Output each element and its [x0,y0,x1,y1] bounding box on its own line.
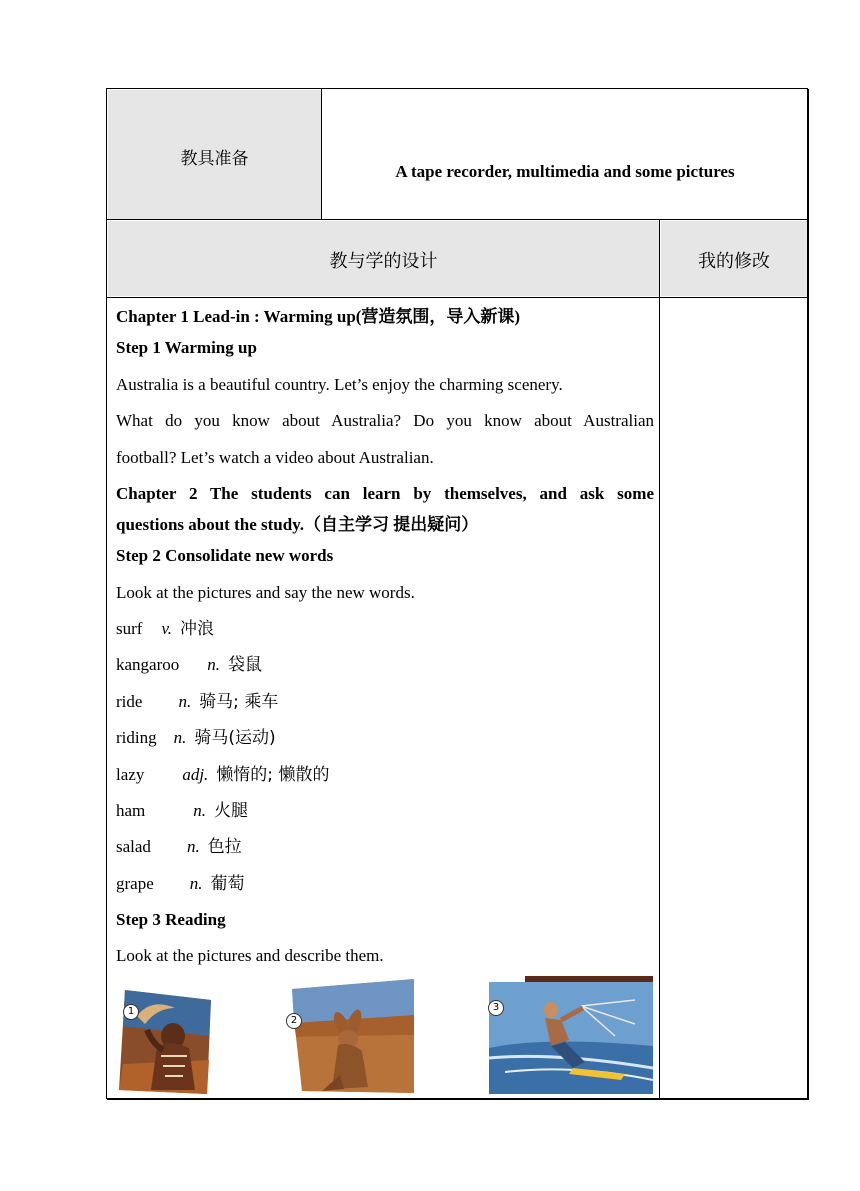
grid-line [659,220,660,1098]
vocab-meaning: 懒惰的; 懒散的 [216,765,330,785]
picture-number: 3 [488,1000,504,1016]
vocab-meaning: 火腿 [214,801,249,821]
vocab-pos: n. [193,801,207,820]
design-header: 教与学的设计 [329,251,438,272]
vocab-word: lazy [116,765,145,784]
step-1-heading: Step 1 Warming up [116,338,257,357]
step-1-question-line-2: football? Let’s watch a video about Australian. [116,448,434,467]
vocab-item [116,618,214,640]
vocab-pos: n. [189,874,203,893]
vocab-word: salad [116,837,151,856]
vocab-word: ride [116,692,143,711]
picture-3-surfer [485,976,653,1094]
vocab-pos: v. [161,619,172,638]
vocab-meaning: 袋鼠 [228,655,263,675]
chapter-1-heading: Chapter 1 Lead-in : Warming up(营造氛围，导入新课) [116,307,521,326]
step-3-text: Look at the pictures and describe them. [116,946,384,965]
vocab-word: riding [116,728,157,747]
picture-2-kangaroo [282,979,416,1094]
revise-header-cell [661,221,807,296]
teaching-aids-value: A tape recorder, multimedia and some pictures [395,162,735,181]
picture-3-illustration [485,976,653,1094]
vocab-item [116,764,329,786]
step-3-heading: Step 3 Reading [116,910,226,929]
vocab-item [116,654,262,676]
vocab-meaning: 冲浪 [180,619,214,639]
vocab-pos: n. [173,728,187,747]
vocab-meaning: 骑马; 乘车 [199,692,279,712]
teaching-aids-label: 教具准备 [180,149,249,169]
teaching-aids-value-cell [323,90,807,219]
step-1-question-line-1: What do you know about Australia? Do you know about Australian [116,411,654,430]
picture-number: 1 [123,1004,139,1020]
step-1-text: Australia is a beautiful country. Let’s enjoy the charming scenery. [116,375,563,394]
vocab-pos: n. [207,655,221,674]
vocab-pos: n. [186,837,200,856]
chapter-2-heading-line-2: questions about the study.（自主学习 提出疑问） [116,515,479,534]
grid-line [107,219,807,220]
vocab-word: kangaroo [116,655,180,674]
step-2-heading: Step 2 Consolidate new words [116,546,334,565]
chapter-2-heading-line-1: Chapter 2 The students can learn by themselves, and ask some [116,484,654,503]
vocab-pos: n. [178,692,192,711]
vocab-meaning: 葡萄 [210,874,245,894]
vocab-item [116,691,278,713]
vocab-item [116,800,248,822]
vocab-meaning: 骑马(运动) [194,728,276,748]
grid-line [107,297,807,298]
vocab-word: surf [116,619,143,638]
teaching-aids-label-cell [108,90,321,219]
vocab-item [116,727,276,749]
grid-line [321,89,322,220]
vocab-word: ham [116,801,146,820]
picture-number: 2 [286,1013,302,1029]
vocab-meaning: 色拉 [207,837,242,857]
vocab-item [116,873,245,895]
picture-1-illustration [117,986,213,1094]
picture-2-illustration [282,979,416,1094]
vocab-item [116,836,242,858]
vocab-word: grape [116,874,154,893]
picture-1-boomerang [117,986,213,1094]
step-2-text: Look at the pictures and say the new words. [116,583,415,602]
revise-header: 我的修改 [698,251,770,272]
vocab-pos: adj. [182,765,209,784]
design-header-cell [108,221,659,296]
